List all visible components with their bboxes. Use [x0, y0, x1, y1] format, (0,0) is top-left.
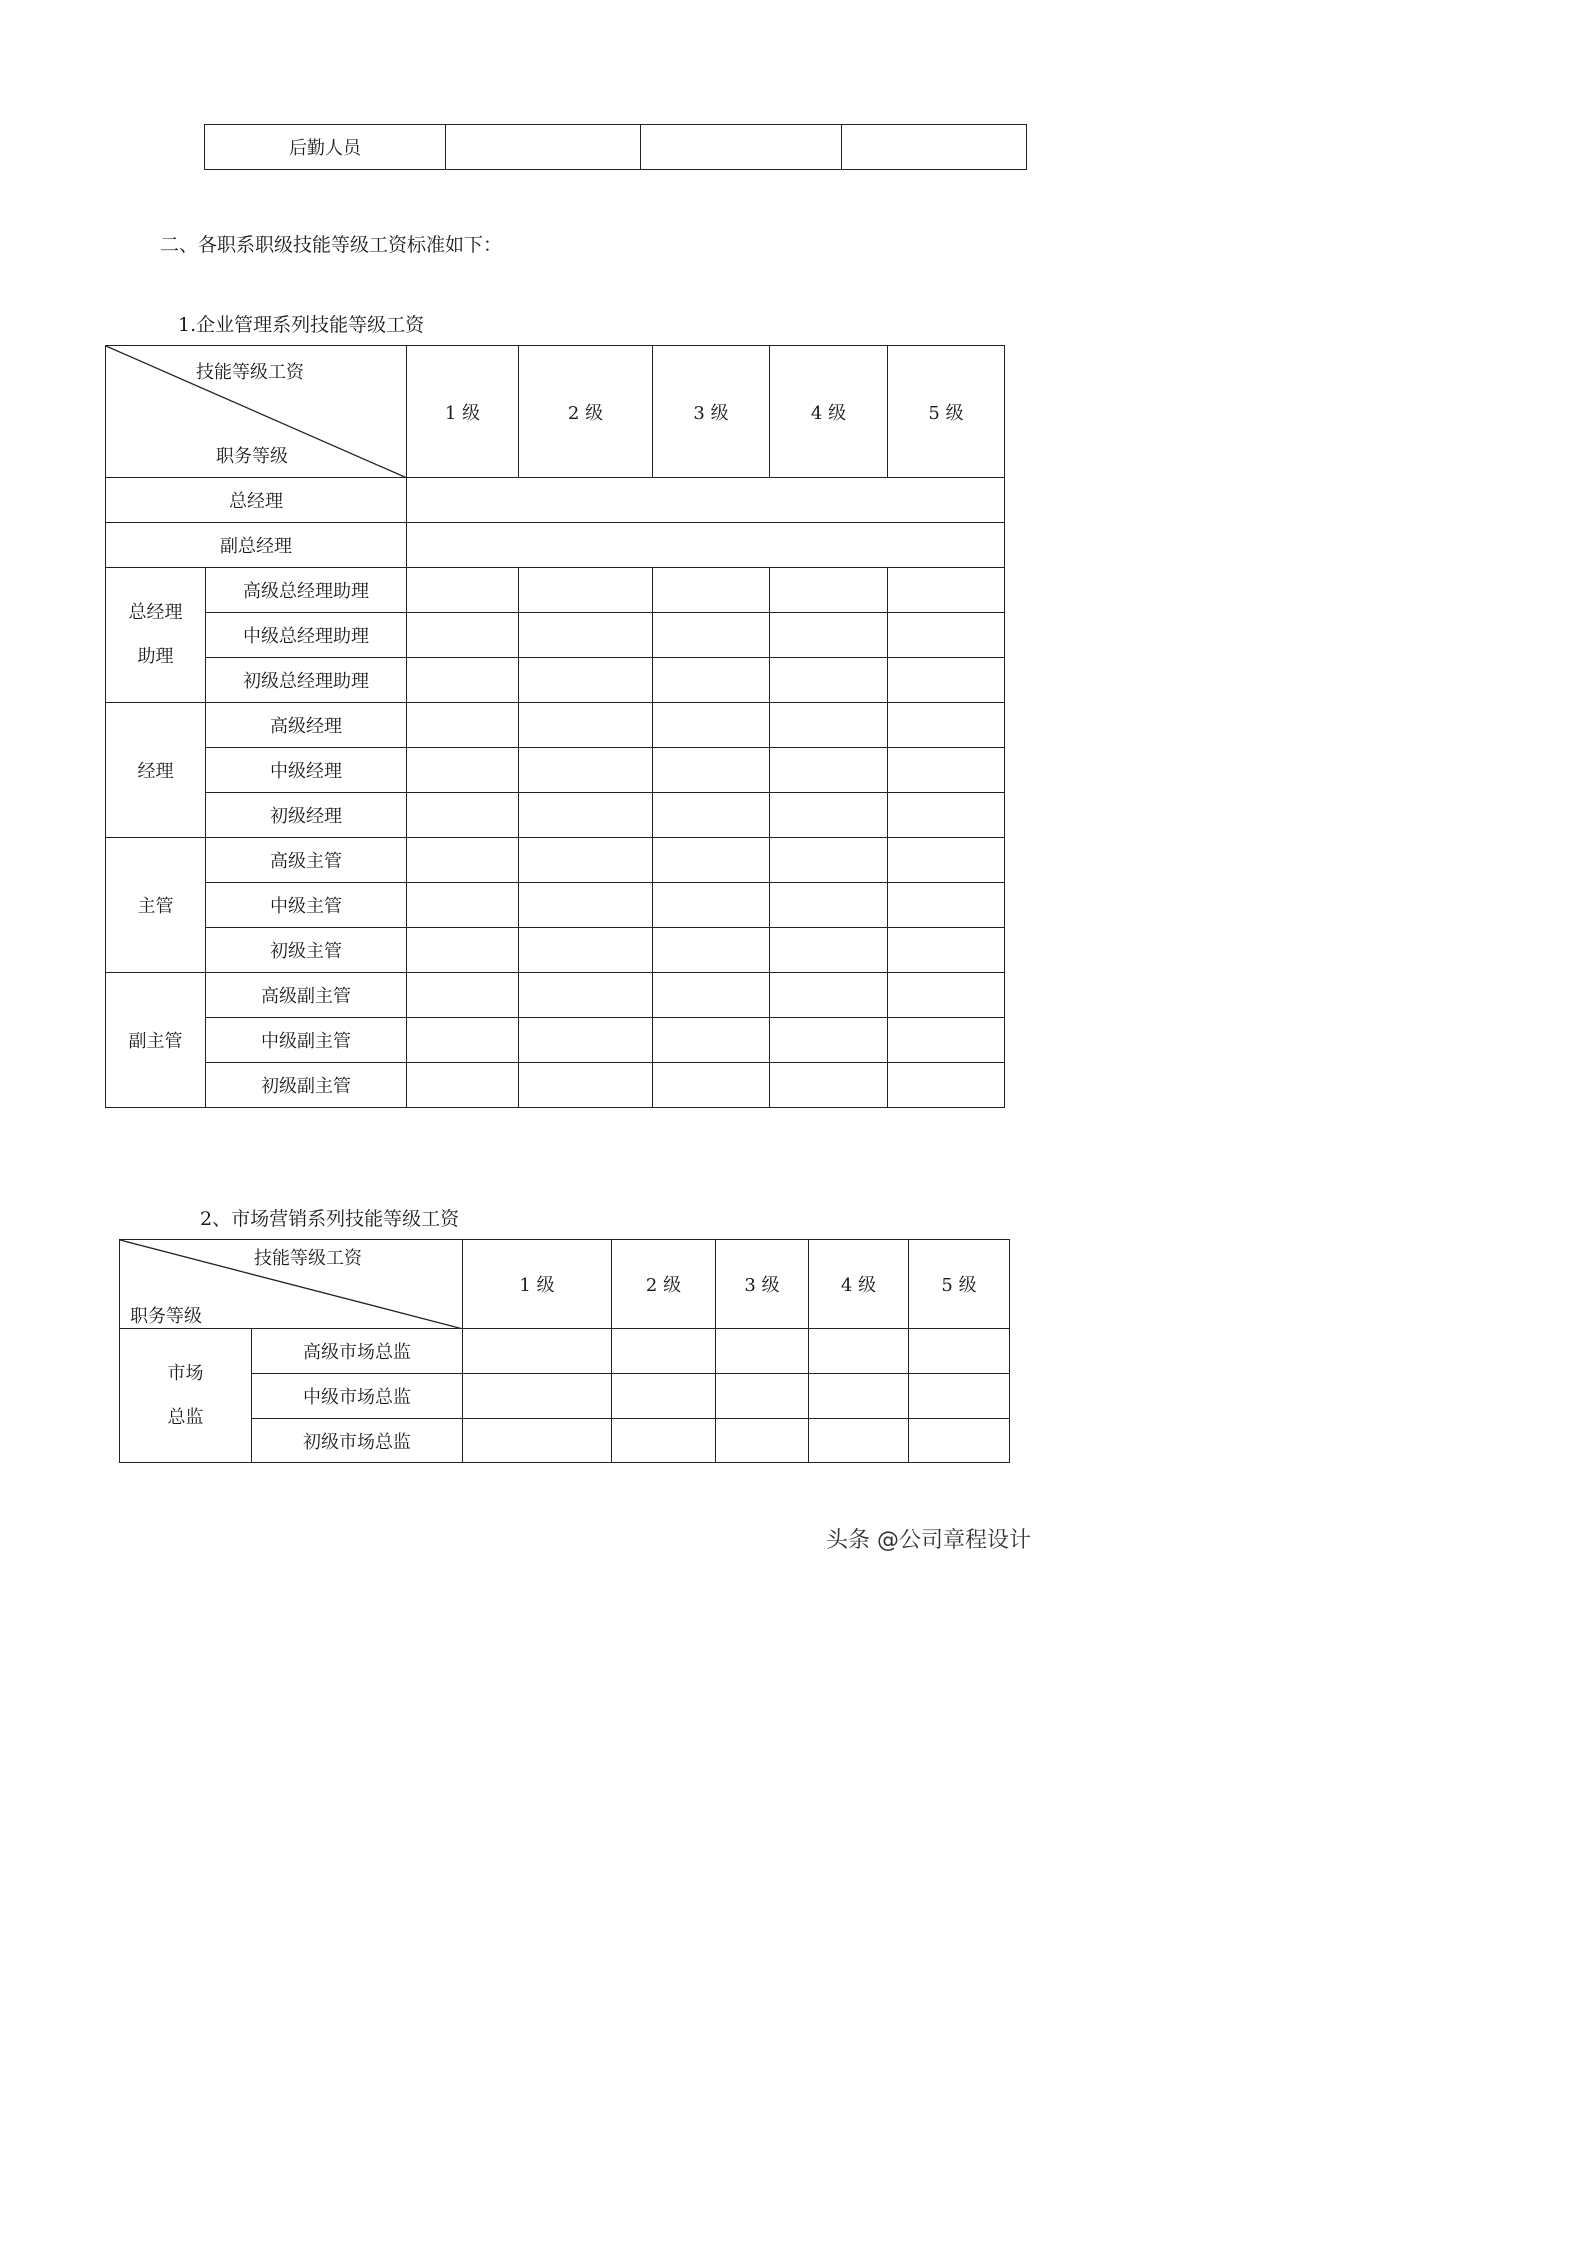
empty-cell — [909, 1419, 1010, 1463]
level-header: 3 级 — [716, 1240, 809, 1329]
empty-cell — [909, 1374, 1010, 1419]
empty-cell — [519, 838, 653, 883]
table1-title: 1.企业管理系列技能等级工资 — [178, 314, 425, 336]
empty-cell — [888, 883, 1005, 928]
group-label-manager: 经理 — [106, 703, 206, 838]
row-label: 中级主管 — [206, 883, 407, 928]
management-wage-table — [105, 345, 1005, 1108]
empty-cell — [653, 748, 770, 793]
diagonal-header — [106, 346, 407, 478]
empty-cell — [770, 748, 888, 793]
empty-cell — [653, 793, 770, 838]
merged-empty-cell — [407, 478, 1005, 523]
empty-cell — [770, 658, 888, 703]
empty-cell — [888, 613, 1005, 658]
level-header: 5 级 — [888, 346, 1005, 478]
empty-cell — [519, 1018, 653, 1063]
empty-cell — [519, 928, 653, 973]
level-header: 4 级 — [770, 346, 888, 478]
empty-cell — [716, 1329, 809, 1374]
row-label: 初级经理 — [206, 793, 407, 838]
empty-cell — [888, 928, 1005, 973]
empty-cell — [446, 125, 641, 170]
empty-cell — [653, 658, 770, 703]
level-header: 3 级 — [653, 346, 770, 478]
empty-cell — [407, 793, 519, 838]
empty-cell — [463, 1419, 612, 1463]
logistics-staff-cell: 后勤人员 — [205, 125, 446, 170]
row-label: 中级市场总监 — [252, 1374, 463, 1419]
empty-cell — [770, 793, 888, 838]
header-position-grade: 职务等级 — [130, 1306, 202, 1327]
header-position-grade: 职务等级 — [216, 446, 288, 467]
empty-cell — [519, 658, 653, 703]
group-label-line: 总监 — [167, 1406, 204, 1428]
empty-cell — [809, 1419, 909, 1463]
section-heading: 二、各职系职级技能等级工资标准如下： — [160, 234, 503, 256]
row-label-gm: 总经理 — [106, 478, 407, 523]
row-label: 高级总经理助理 — [206, 568, 407, 613]
empty-cell — [463, 1329, 612, 1374]
empty-cell — [407, 1018, 519, 1063]
empty-cell — [770, 568, 888, 613]
empty-cell — [888, 838, 1005, 883]
row-label: 初级总经理助理 — [206, 658, 407, 703]
empty-cell — [653, 613, 770, 658]
empty-cell — [770, 703, 888, 748]
group-label-assistant — [106, 568, 206, 703]
empty-cell — [653, 568, 770, 613]
empty-cell — [463, 1374, 612, 1419]
empty-cell — [407, 568, 519, 613]
level-header: 2 级 — [612, 1240, 716, 1329]
marketing-wage-table — [119, 1239, 1010, 1463]
empty-cell — [653, 883, 770, 928]
group-label-line: 总经理 — [128, 602, 183, 623]
group-label-line: 助理 — [137, 646, 174, 667]
row-label: 高级副主管 — [206, 973, 407, 1018]
empty-cell — [888, 793, 1005, 838]
table2-title: 2、市场营销系列技能等级工资 — [200, 1208, 460, 1230]
empty-cell — [407, 613, 519, 658]
empty-cell — [653, 703, 770, 748]
empty-cell — [407, 748, 519, 793]
empty-cell — [407, 658, 519, 703]
empty-cell — [888, 568, 1005, 613]
group-label-marketing — [120, 1329, 252, 1463]
level-header: 2 级 — [519, 346, 653, 478]
watermark: 头条 @公司章程设计 — [826, 1528, 1031, 1553]
empty-cell — [888, 1018, 1005, 1063]
empty-cell — [407, 838, 519, 883]
group-label-deputy: 副主管 — [106, 973, 206, 1108]
empty-cell — [909, 1329, 1010, 1374]
empty-cell — [770, 613, 888, 658]
row-label: 初级主管 — [206, 928, 407, 973]
empty-cell — [519, 793, 653, 838]
row-label: 高级市场总监 — [252, 1329, 463, 1374]
level-header: 1 级 — [407, 346, 519, 478]
empty-cell — [842, 125, 1027, 170]
empty-cell — [770, 973, 888, 1018]
empty-cell — [888, 703, 1005, 748]
empty-cell — [716, 1374, 809, 1419]
row-label: 中级总经理助理 — [206, 613, 407, 658]
empty-cell — [612, 1374, 716, 1419]
level-header: 1 级 — [463, 1240, 612, 1329]
top-table — [204, 124, 1027, 170]
empty-cell — [888, 1063, 1005, 1108]
empty-cell — [653, 838, 770, 883]
group-label-supervisor: 主管 — [106, 838, 206, 973]
row-label: 中级经理 — [206, 748, 407, 793]
merged-empty-cell — [407, 523, 1005, 568]
empty-cell — [770, 883, 888, 928]
empty-cell — [519, 883, 653, 928]
empty-cell — [653, 1063, 770, 1108]
empty-cell — [519, 568, 653, 613]
empty-cell — [770, 928, 888, 973]
empty-cell — [716, 1419, 809, 1463]
empty-cell — [653, 973, 770, 1018]
empty-cell — [653, 928, 770, 973]
empty-cell — [612, 1329, 716, 1374]
empty-cell — [809, 1329, 909, 1374]
level-header: 5 级 — [909, 1240, 1010, 1329]
diagonal-header — [120, 1240, 463, 1329]
empty-cell — [809, 1374, 909, 1419]
empty-cell — [519, 1063, 653, 1108]
row-label: 中级副主管 — [206, 1018, 407, 1063]
empty-cell — [519, 613, 653, 658]
empty-cell — [888, 748, 1005, 793]
group-label-line: 市场 — [167, 1362, 204, 1384]
empty-cell — [519, 973, 653, 1018]
empty-cell — [888, 658, 1005, 703]
empty-cell — [407, 928, 519, 973]
row-label: 初级副主管 — [206, 1063, 407, 1108]
empty-cell — [888, 973, 1005, 1018]
empty-cell — [407, 973, 519, 1018]
row-label-vgm: 副总经理 — [106, 523, 407, 568]
empty-cell — [407, 883, 519, 928]
row-label: 初级市场总监 — [252, 1419, 463, 1463]
empty-cell — [770, 1063, 888, 1108]
empty-cell — [653, 1018, 770, 1063]
empty-cell — [407, 1063, 519, 1108]
header-skill-wage: 技能等级工资 — [196, 362, 304, 383]
empty-cell — [770, 1018, 888, 1063]
row-label: 高级主管 — [206, 838, 407, 883]
empty-cell — [519, 748, 653, 793]
row-label: 高级经理 — [206, 703, 407, 748]
empty-cell — [612, 1419, 716, 1463]
empty-cell — [519, 703, 653, 748]
empty-cell — [641, 125, 842, 170]
empty-cell — [407, 703, 519, 748]
header-skill-wage: 技能等级工资 — [254, 1248, 362, 1269]
empty-cell — [770, 838, 888, 883]
level-header: 4 级 — [809, 1240, 909, 1329]
